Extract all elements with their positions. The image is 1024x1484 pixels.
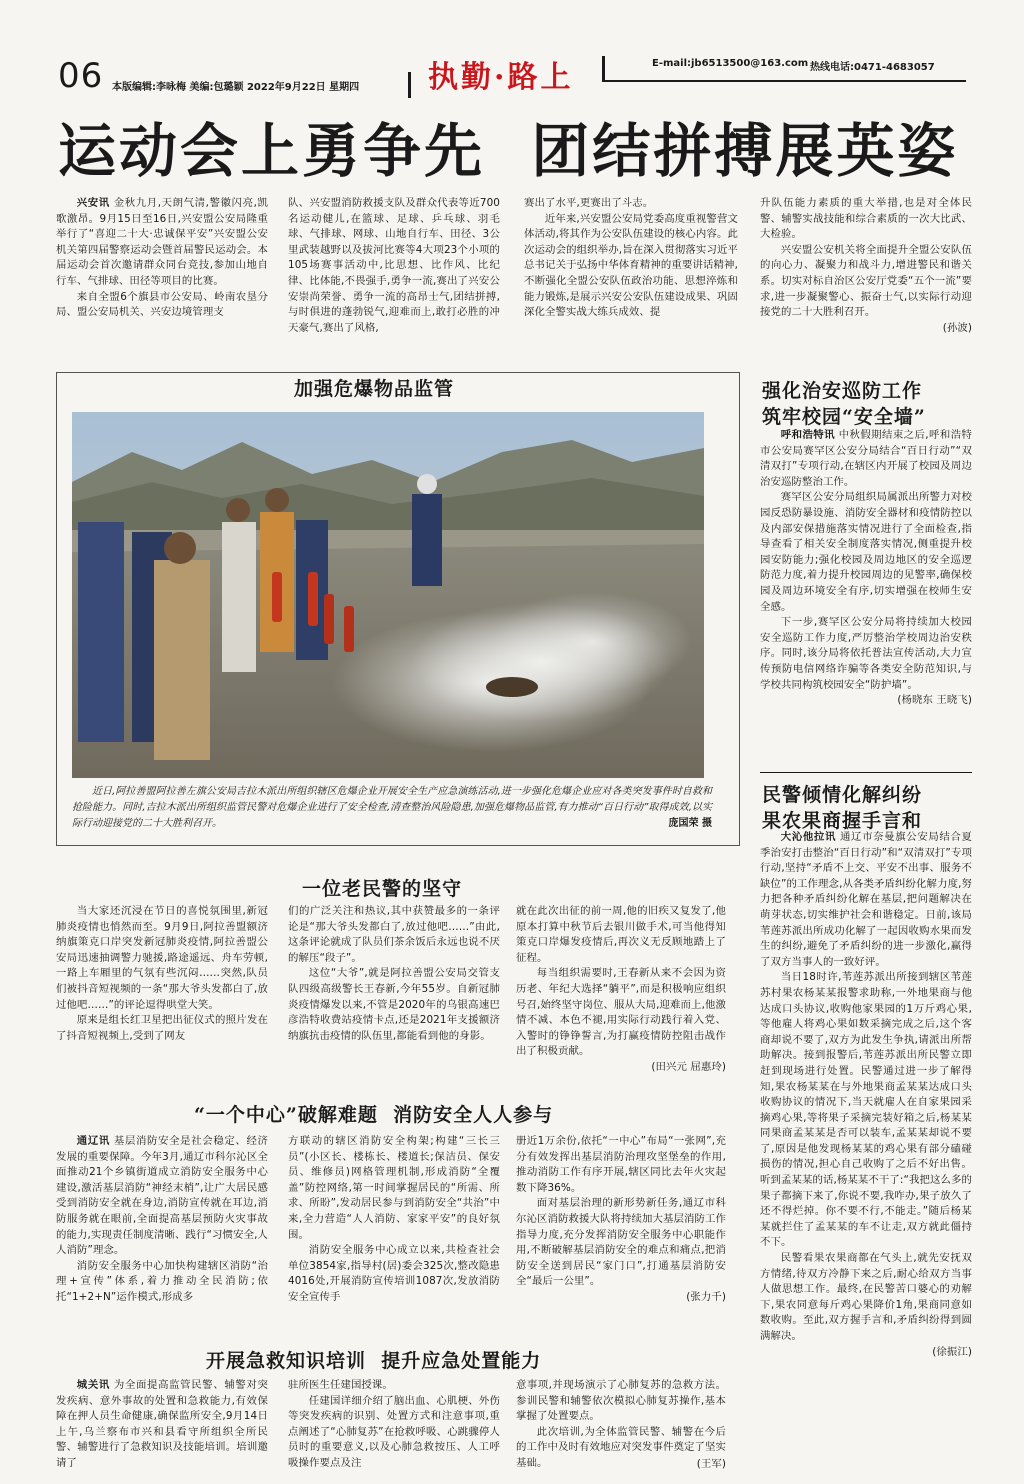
lead-col-3: [524, 196, 738, 366]
drill-photo: [72, 412, 704, 778]
fire-col-3: [516, 1134, 726, 1340]
firstaid-c1: 为全面提高监管民警、辅警对突发疾病、意外事故的处置和急救能力,有效保障在押人员生命健康,确保监所安全,9月14日上午,乌兰察布市兴和县看守所组织全所民警、辅警进行了急救知识及技能培训。培训邀请了: [56, 1379, 268, 1469]
firstaid-title: 开展急救知识培训 提升应急处置能力: [206, 1350, 542, 1372]
mid-col-3: [516, 904, 726, 1094]
lead-col-4: [760, 196, 972, 368]
lead-col-2: [288, 196, 500, 366]
fire-col-2: [288, 1134, 500, 1340]
fire-c1a: 基层消防安全是社会稳定、经济发展的重要保障。今年3月,通辽市科尔沁区全面推动21个乡镇街道成立消防安全服务中心建设,激活基层消防“神经末梢”,让广大居民感受到消防安全就在身边,消防宣传就在耳边,消防服务就在眼前,全面提高基层预防火灾事故的能力,实现责任制度清晰、践行“习惯安全,人人消防”理念。: [56, 1135, 268, 1257]
firstaid-signature: (王军): [696, 1457, 726, 1470]
right2-title-2: 果农果商握手言和: [762, 810, 923, 832]
right1-p3: 下一步,赛罕区公安分局将持续加大校园安全巡防工作力度,严厉整治学校周边治安秩序。同时,该分局将依托普法宣传活动,大力宣传预防电信网络诈骗等各类安全防范知识,与学校共同构筑校园安全“防护墙”。: [760, 616, 972, 691]
firstaid-c2a: 驻所医生任建国授课。: [288, 1379, 393, 1391]
page-number: 06: [58, 56, 104, 96]
photo-caption: [72, 784, 712, 832]
fire-col-1: [56, 1134, 268, 1340]
mid-c2a: 们的广泛关注和热议,其中获赞最多的一条评论是“那大爷头发都白了,放过他吧……”由此,这条评论就成了队员们茶余饭后永远也说不厌的解压“段子”。: [288, 905, 500, 964]
masthead-bar-right: [602, 56, 605, 82]
lead-text-2: 队、兴安盟消防救援支队及群众代表等近700名运动健儿,在篮球、足球、乒乓球、羽毛球、气排球、网球、山地自行车、田径、3公里武装越野以及拔河比赛等4大项23个小项的105场赛事活动中,比思想、比作风、比纪律、比体能,不畏强手,勇争一流,赛出了兴安公安崇尚荣誉、勇争一流的高昂士气,团结拼搏,与时俱进的蓬勃锐气,迎难而上,敢打必胜的冲天豪气,赛出了风格,: [288, 197, 500, 334]
right2-signature: (徐振江): [932, 1345, 972, 1358]
mid-c3a: 就在此次出征的前一周,他的旧疾又复发了,他原本打算中秋节后去银川做手术,可当他得知策克口岸爆发疫情后,再次义无反顾地踏上了征程。: [516, 905, 726, 964]
right1-p1: 中秋假期结束之后,呼和浩特市公安局赛罕区公安分局结合“百日行动”“双清双打”专项行动,在辖区内开展了校园及周边治安巡防整治工作。: [760, 429, 972, 488]
right1-body: [760, 428, 972, 770]
right1-byline: 呼和浩特讯: [780, 429, 835, 441]
firstaid-c2b: 任建国详细介绍了脑出血、心肌梗、外伤等突发疾病的识别、处置方式和注意事项,重点阐述了“心肺复苏”在抢救呼吸、心跳骤停人员时的重要意义,以及心肺急救按压、人工呼吸操作要点及注: [288, 1394, 500, 1469]
fire-c2b: 消防安全服务中心成立以来,共检查社会单位3854家,指导村(居)委会325次,整改隐患4016处,开展消防宣传培训1087次,发放消防安全宣传手: [288, 1244, 500, 1303]
section-title: 执勤·路上: [428, 60, 574, 95]
mid-title: 一位老民警的坚守: [302, 878, 463, 900]
lead-text-1: 金秋九月,天朗气清,警徽闪亮,凯歌激昂。9月15日至16日,兴安盟公安局隆重举行了“喜迎二十大·忠诚保平安”兴安盟公安机关第四届警察运动会暨首届警民运动会。本届运动会首次邀请群众同台竞技,参加山地自行车、气排球、田径等项目的比赛。: [56, 197, 268, 287]
byline: 兴安讯: [76, 197, 110, 209]
right2-p2: 当日18时许,苇莲苏派出所接到辖区苇莲苏村果农杨某某报警求助称,一外地果商与他达成口头协议,收购他家果园的1万斤鸡心果,等他雇人将鸡心果如数采摘完成之后,这个客商却说不要了,双方为此发生争执,请派出所帮助解决。接到报警后,苇莲苏派出所民警立即赶到现场进行处置。民警通过进一步了解得知,果农杨某某在与外地果商孟某某达成口头收购协议的情况下,当天就雇人在自家果园采摘鸡心果,等将果子采摘完装好箱之后,杨某某同果商孟某某是否可以装车,孟某某却说不要了,原因是他发现杨某某的鸡心果有部分磕碰损伤的情况,担心自己收购了之后不好出售。听到孟某某的话,杨某某不干了:“我把这么多的果子都摘下来了,你说不要,我咋办,果子放久了还不得烂掉。你不要不行,不能走。”随后杨某某就拦住了孟某某的车不让走,双方就此僵持不下。: [760, 971, 972, 1249]
mid-signature: (田兴元 屈惠玲): [651, 1060, 726, 1073]
fire-title: “一个中心”破解难题 消防安全人人参与: [194, 1104, 554, 1126]
firstaid-col-3: [516, 1378, 726, 1474]
lead-text-3a: 赛出了水平,更赛出了斗志。: [524, 197, 654, 209]
firstaid-c3a: 意事项,并现场演示了心肺复苏的急救方法。参训民警和辅警依次模拟心肺复苏操作,基本掌握了处置要点。: [516, 1379, 726, 1423]
right2-body: [760, 830, 972, 1466]
right1-title-2: 筑牢校园“安全墙”: [762, 406, 926, 428]
lead-col-1: [56, 196, 268, 366]
fire-c3a: 册近1万余份,依托“一中心”布局“一张网”,充分有效发挥出基层消防治理攻坚堡垒的作用,推动消防工作有序开展,辖区同比去年火灾起数下降36%。: [516, 1135, 726, 1194]
mid-c1a: 当大家还沉浸在节日的喜悦氛围里,新冠肺炎疫情也悄然而至。9月9日,阿拉善盟额济纳旗策克口岸突发新冠肺炎疫情,阿拉善盟公安局迅速抽调警力驰援,路途遥远、舟车劳顿,一路上车厢里的气氛有些沉闷……突然,队员们被抖音短视频的一条“那大爷头发都白了,放过他吧……”的评论逗得哄堂大笑。: [56, 905, 268, 1011]
mid-col-2: [288, 904, 500, 1094]
mid-c1b: 原来是组长红卫星把出征仪式的照片发在了抖音短视频上,受到了网友: [56, 1014, 268, 1042]
fire-c2a: 方联动的辖区消防安全构架;构建“三长三员”(小区长、楼栋长、楼道长;保洁员、保安员、维修员)网格管理机制,形成消防“全覆盖”防控网络,第一时间掌握居民的“所需、所求、所盼”,发动居民参与到消防安全“共治”中来,全力营造“人人消防、家家平安”的良好氛围。: [288, 1135, 500, 1241]
lead-signature: (孙波): [942, 321, 972, 334]
right2-title-1: 民警倾情化解纠纷: [762, 784, 923, 806]
masthead-bar-left: [408, 72, 411, 98]
photo-credit: 庞国荣 摄: [668, 818, 712, 829]
right1-title-1: 强化治安巡防工作: [762, 380, 923, 402]
lead-text-3b: 近年来,兴安盟公安局党委高度重视警营文体活动,将其作为公安队伍建设的核心内容。此次运动会的组织举办,旨在深入贯彻落实习近平总书记关于弘扬中华体育精神的重要讲话精神,不断强化全盟公安队伍政治功能、思想淬炼和能力锻炼,是展示兴安公安队伍建设成果、巩固深化全警实战大练兵成效、提: [524, 212, 738, 319]
fire-c3b: 面对基层治理的新形势新任务,通辽市科尔沁区消防救援大队将持续加大基层消防工作指导力度,充分发挥消防安全服务中心职能作用,不断破解基层消防安全的难点和痛点,把消防安全送到居民“家门口”,打通基层消防安全“最后一公里”。: [516, 1197, 726, 1288]
lead-text-4a: 升队伍能力素质的重大举措,也是对全体民警、辅警实战技能和综合素质的一次大比武、大检验。: [760, 197, 972, 241]
lead-text-1b: 来自全盟6个旗县市公安局、岭南农垦分局、盟公安局机关、兴安边境管理支: [56, 290, 268, 319]
fire-byline: 通辽讯: [76, 1135, 110, 1147]
firstaid-col-2: [288, 1378, 500, 1474]
masthead-underline: [602, 80, 966, 82]
firstaid-col-1: [56, 1378, 268, 1474]
firstaid-c3b: 此次培训,为全体监管民警、辅警在今后的工作中及时有效地应对突发事件奠定了坚实基础。: [516, 1425, 726, 1469]
hotline: 热线电话:0471-4683057: [810, 62, 935, 73]
mid-c2b: 这位“大爷”,就是阿拉善盟公安局交管支队四级高级警长王春新,今年55岁。自新冠肺炎疫情爆发以来,不管是2020年的乌银高速巴彦浩特收费站疫情卡点,还是2021年支援额济纳旗抗击疫情的队伍里,都能看到他的身影。: [288, 967, 500, 1042]
lead-text-4b: 兴安盟公安机关将全面提升全盟公安队伍的向心力、凝聚力和战斗力,增进警民和谐关系。切实对标自治区公安厅党委“五个一流”要求,进一步凝聚警心、振奋士气,以实际行动迎接党的二十大胜利召开。: [760, 243, 972, 319]
mid-c3b: 每当组织需要时,王春新从来不会因为资历老、年纪大选择“躺平”,而是积极响应组织号召,始终坚守岗位、服从大局,迎难而上,他激情不减、本色不褪,用实际行动践行着入党、入警时的铮铮誓言,为打赢疫情防控阻击战作出了积极贡献。: [516, 967, 726, 1058]
right2-byline: 大沁他拉讯: [780, 831, 837, 843]
email: E-mail:jb6513500@163.com: [652, 58, 809, 69]
fire-c1b: 消防安全服务中心加快构建辖区消防“治理+宣传”体系,着力推动全民消防;依托“1+2+N”运作模式,形成多: [56, 1259, 268, 1303]
photo-box-title: 加强危爆物品监管: [294, 378, 455, 400]
firstaid-byline: 城关讯: [76, 1379, 110, 1391]
photo-caption-text: 近日,阿拉善盟阿拉善左旗公安局吉拉木派出所组织辖区危爆企业开展安全生产应急演练活动,进一步强化危爆企业应对各类突发事件时自救和抢险能力。同时,吉拉木派出所组织监管民警对危爆企业进行了安全检查,清查整治风险隐患,加强危爆物品监管,有力推动“百日行动”取得成效,以实际行动迎接党的二十大胜利召开。: [72, 786, 712, 829]
drill-photo-image: [72, 412, 704, 778]
right1-signature: (杨晓东 王晓飞): [897, 694, 972, 707]
right-divider: [760, 772, 972, 773]
fire-signature: (张力千): [686, 1290, 726, 1303]
mid-col-1: [56, 904, 268, 1094]
right2-p1: 通辽市奈曼旗公安局结合夏季治安打击整治“百日行动”和“双清双打”专项行动,坚持“矛盾不上交、平安不出事、服务不缺位”的工作理念,从各类矛盾纠纷化解力度,努力把各种矛盾纠纷化解在基层,把问题解决在萌芽状态,切实维护社会和谐稳定。日前,该局苇莲苏派出所成功化解了一起因收购水果而发生的纠纷,避免了矛盾纠纷的进一步激化,赢得了双方当事人的一致好评。: [760, 831, 972, 968]
main-headline: 运动会上勇争先 团结拼搏展英姿: [58, 117, 959, 185]
right1-p2: 赛罕区公安分局组织局属派出所警力对校园反恐防暴设施、消防安全器材和疫情防控以及内部安保措施落实情况进行了全面检查,指导查看了相关安全制度落实情况,侧重提升校园安防能力;强化校园及周边地区的安全巡逻防范力度,着力提升校园周边的见警率,确保校园及周边环境安全有序,切实增强在校师生安全感。: [760, 491, 972, 613]
right2-p3: 民警看果农果商都在气头上,就先安抚双方情绪,待双方冷静下来之后,耐心给双方当事人做思想工作。最终,在民警苦口婆心的劝解下,果农同意每斤鸡心果降价1角,果商同意如数收购。至此,双方握手言和,矛盾纠纷得到圆满解决。: [760, 1252, 972, 1342]
editors-line: 本版编辑:李咏梅 美编:包璐颖 2022年9月22日 星期四: [112, 82, 360, 93]
